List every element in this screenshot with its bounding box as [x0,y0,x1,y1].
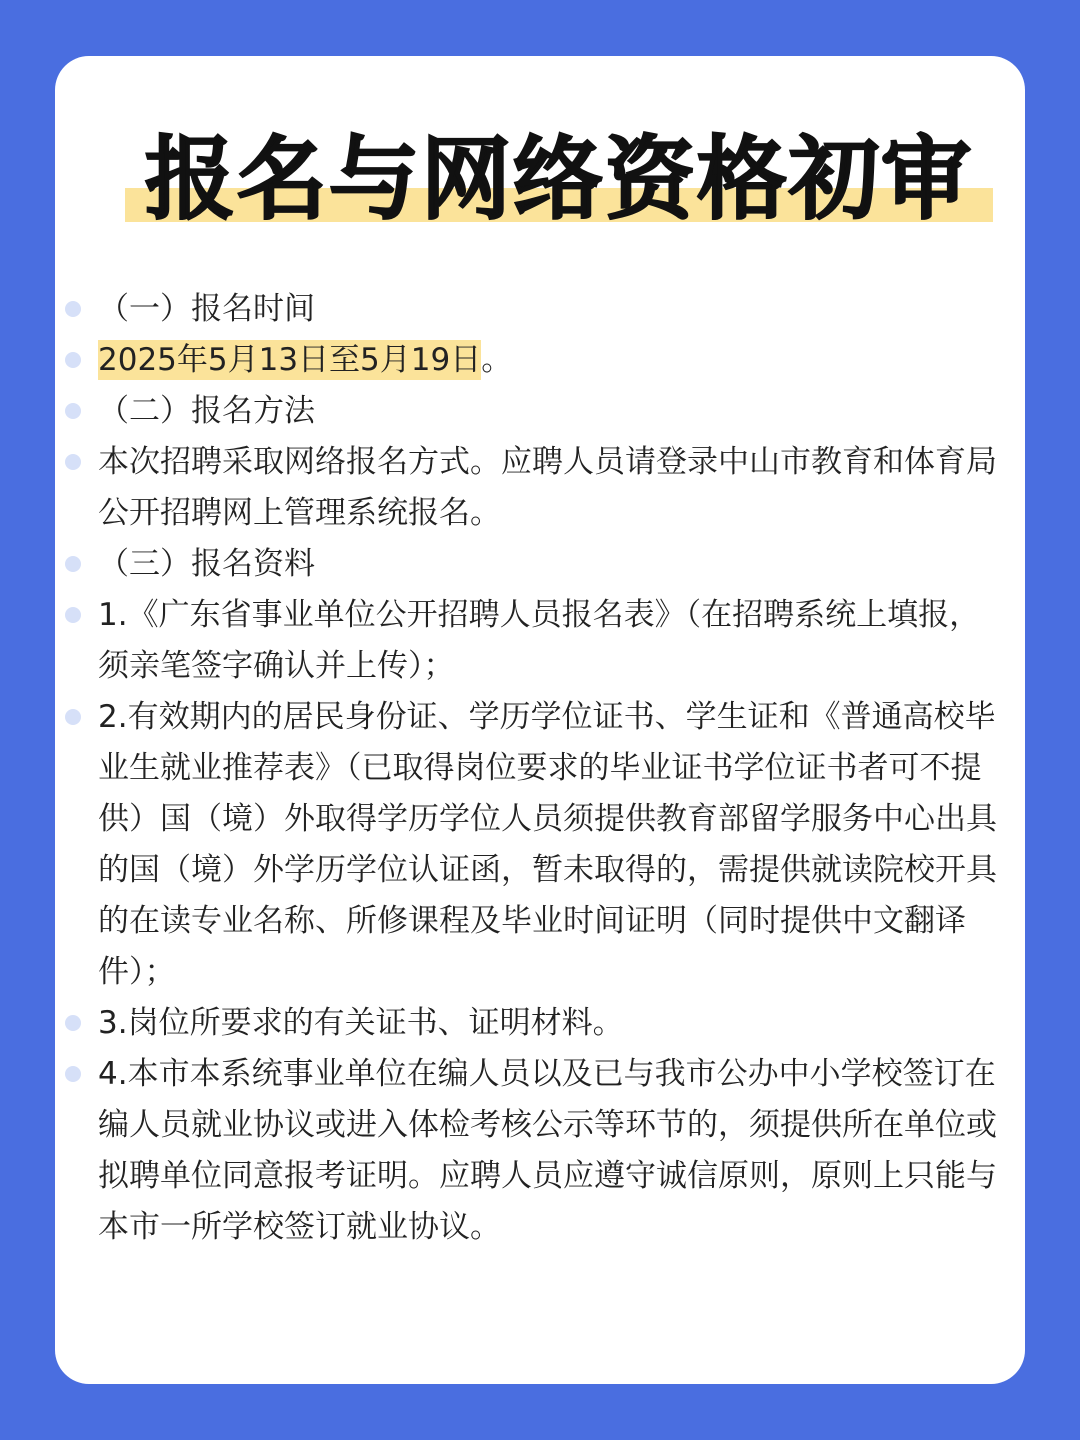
material-item-1 [55,590,1025,692]
method-description [55,437,1025,539]
registration-date [55,335,1025,386]
item-text: 4.本市本系统事业单位在编人员以及已与我市公办中小学校签订在编人员就业协议或进入体检考核公示等环节的，须提供所在单位或拟聘单位同意报考证明。应聘人员应遵守诚信原则，原则上只能与本市一所学校签订就业协议。 [98,1056,997,1245]
item-text: 2.有效期内的居民身份证、学历学位证书、学生证和《普通高校毕业生就业推荐表》（已取得岗位要求的毕业证书学位证书者可不提供）国（境）外取得学历学位人员须提供教育部留学服务中心出具的国（境）外学历学位认证函，暂未取得的，需提供就读院校开具的在读专业名称、所修课程及毕业时间证明（同时提供中文翻译件）； [98,699,997,990]
bullet-dot-icon [65,709,81,725]
material-item-3 [55,998,1025,1049]
bullet-dot-icon [65,556,81,572]
date-suffix: 。 [481,342,513,378]
info-list [55,284,1025,1253]
section-heading-time [55,284,1025,335]
title-block [125,126,993,236]
material-item-4 [55,1049,1025,1253]
date-highlight: 2025年5月13日至5月19日 [98,342,482,378]
bullet-dot-icon [65,607,81,623]
item-text: （三）报名资料 [98,546,315,582]
bullet-dot-icon [65,352,81,368]
item-text: 本次招聘采取网络报名方式。应聘人员请登录中山市教育和体育局公开招聘网上管理系统报名。 [98,444,997,531]
content-card [55,56,1025,1384]
bullet-dot-icon [65,454,81,470]
material-item-2 [55,692,1025,998]
section-heading-method [55,386,1025,437]
bullet-dot-icon [65,403,81,419]
item-text: 3.岗位所要求的有关证书、证明材料。 [98,1005,624,1041]
item-text: （一）报名时间 [98,291,315,327]
bullet-dot-icon [65,1066,81,1082]
item-text: （二）报名方法 [98,393,315,429]
bullet-dot-icon [65,301,81,317]
section-heading-materials [55,539,1025,590]
page-title: 报名与网络资格初审 [145,127,973,232]
item-text: 1.《广东省事业单位公开招聘人员报名表》（在招聘系统上填报，须亲笔签字确认并上传）； [98,597,981,684]
bullet-dot-icon [65,1015,81,1031]
